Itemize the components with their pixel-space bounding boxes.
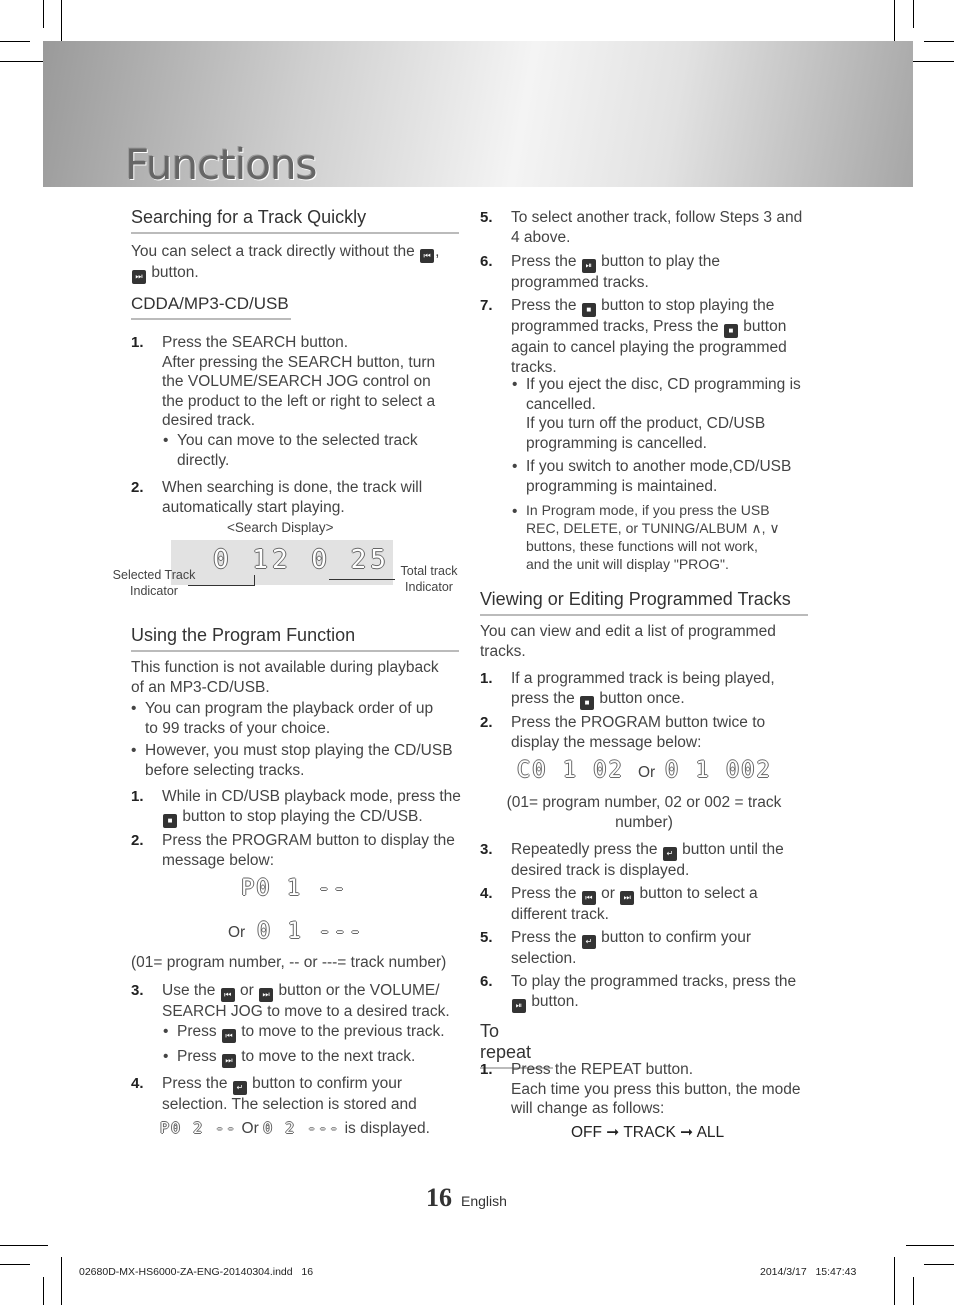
indicator-line: [188, 585, 254, 586]
text: Press the: [511, 297, 577, 314]
line: REC, DELETE, or TUNING/ALBUM ∧, ∨: [526, 520, 780, 536]
step-text: [162, 831, 462, 870]
text: or: [601, 885, 615, 902]
crop-mark: [0, 61, 48, 62]
line: selection. The selection is stored and: [162, 1096, 417, 1113]
line: (01= program number, 02 or 002 = track: [506, 794, 782, 811]
bullet-text: [177, 1047, 467, 1068]
step-number: 1.: [131, 788, 144, 805]
bullet: •: [163, 1023, 169, 1040]
text: Press the: [511, 253, 577, 270]
play-pause-icon: ⏯: [512, 999, 526, 1013]
line: SEARCH JOG to move to a desired track.: [162, 1003, 450, 1020]
line: number): [615, 813, 673, 831]
section-title-search: Searching for a Track Quickly: [131, 207, 459, 234]
display-caption: <Search Display>: [227, 520, 334, 535]
line: button to stop playing the CD/USB.: [182, 807, 423, 825]
line: To play the programmed tracks, press the: [511, 973, 797, 990]
text: Repeatedly press the: [511, 841, 658, 858]
line: You can view and edit a list of programmed: [480, 623, 776, 640]
text: button once.: [599, 689, 685, 707]
line: the VOLUME/SEARCH JOG control on: [162, 373, 431, 390]
page-number: 16: [426, 1183, 452, 1212]
next-icon: ⏭: [222, 1054, 236, 1068]
crop-mark: [0, 1245, 48, 1246]
step-text: [511, 1060, 821, 1119]
next-icon: ⏭: [132, 270, 146, 284]
indicator-line: [329, 579, 395, 580]
line: However, you must stop playing the CD/USB: [145, 742, 453, 759]
line: Indicator: [130, 584, 178, 598]
step-text: [511, 252, 821, 293]
bullet: •: [512, 376, 518, 393]
step-number: 2.: [131, 832, 144, 849]
line: While in CD/USB playback mode, press the: [162, 788, 461, 805]
enter-icon: ↵: [663, 847, 677, 861]
line: Total track: [400, 564, 458, 578]
enter-icon: ↵: [582, 935, 596, 949]
print-timestamp: 2014/3/17 15:47:43: [760, 1266, 857, 1278]
stop-icon: ■: [163, 814, 177, 828]
lcd-message: 0 1 ---: [257, 919, 364, 944]
text: Press the: [511, 929, 577, 946]
enter-icon: ↵: [233, 1081, 247, 1095]
stop-icon: ■: [582, 303, 596, 317]
line: When searching is done, the track will: [162, 479, 423, 496]
section-title-program: Using the Program Function: [131, 625, 459, 652]
bullet-text: [526, 457, 821, 496]
repeat-modes: OFF ➞ TRACK ➞ ALL: [571, 1124, 725, 1141]
stop-icon: ■: [580, 696, 594, 710]
crop-mark: [0, 1264, 30, 1265]
text: You can select a track directly without the: [131, 243, 415, 260]
crop-mark: [924, 41, 954, 42]
step-text: [162, 478, 462, 517]
crop-mark: [0, 41, 30, 42]
line: before selecting tracks.: [145, 761, 305, 779]
lcd-message: P0 2 --: [160, 1119, 238, 1137]
line: If a programmed track is being played,: [511, 670, 775, 687]
text: button.: [151, 264, 199, 281]
text: Press the: [162, 1075, 228, 1092]
crop-mark: [924, 1264, 954, 1265]
step-text: [511, 928, 821, 969]
line: to 99 tracks of your choice.: [145, 719, 331, 737]
line: Press the PROGRAM button twice to: [511, 714, 766, 731]
step-text: [162, 981, 472, 1022]
step-number: 3.: [131, 982, 144, 999]
text: button.: [531, 992, 579, 1010]
total-track-label: [394, 563, 464, 595]
crop-mark: [913, 1277, 914, 1305]
bullet: •: [163, 1048, 169, 1065]
note: [480, 793, 808, 832]
page-title: Functions: [125, 140, 317, 189]
step-text: [511, 840, 821, 881]
text: is displayed.: [344, 1120, 430, 1137]
line: programming is maintained.: [526, 477, 718, 495]
line: desired track is displayed.: [511, 862, 690, 879]
selected-track-label: [112, 567, 196, 599]
text: button or the VOLUME/: [278, 982, 440, 999]
text: button to confirm your: [252, 1075, 403, 1092]
line: again to cancel playing the programmed: [511, 339, 787, 356]
step-text: [511, 884, 821, 925]
line: If you eject the disc, CD programming is: [526, 376, 801, 393]
step-number: 7.: [480, 297, 493, 314]
crop-mark: [906, 1245, 954, 1246]
line: After pressing the SEARCH button, turn: [162, 353, 436, 371]
line: You can move to the selected track: [177, 432, 418, 449]
or-label: Or: [241, 1120, 259, 1137]
line: automatically start playing.: [162, 498, 345, 516]
bullet: •: [512, 458, 518, 475]
text: programmed tracks, Press the: [511, 318, 719, 335]
text: button until the: [682, 841, 784, 858]
bullet-text: [177, 431, 467, 470]
next-icon: ⏭: [259, 988, 273, 1002]
bullet-text: [526, 375, 821, 453]
line: different track.: [511, 906, 609, 923]
step-text: [511, 972, 821, 1013]
line: tracks.: [480, 642, 526, 660]
step-text: [162, 1074, 462, 1115]
text: Press: [177, 1048, 217, 1065]
text: button to stop playing the: [601, 297, 775, 314]
step-text: [162, 787, 462, 828]
section-title-repeat: To repeat: [480, 1021, 553, 1069]
lcd-message: 0 2 ---: [263, 1119, 341, 1137]
stop-icon: ■: [724, 324, 738, 338]
step-number: 5.: [480, 929, 493, 946]
note: (01= program number, -- or ---= track number): [131, 954, 447, 971]
line: In Program mode, if you press the USB: [526, 502, 770, 518]
line: of an MP3-CD/USB.: [131, 678, 270, 696]
bullet: •: [512, 503, 518, 520]
search-display-text: 0 12 0 25: [213, 545, 390, 575]
line: Selected Track: [112, 568, 196, 582]
paragraph: [131, 658, 461, 697]
line: If you switch to another mode,CD/USB: [526, 458, 792, 475]
text: button to select a: [639, 885, 758, 902]
line: programmed tracks.: [511, 274, 649, 291]
step-number: 4.: [480, 885, 493, 902]
line: desired track.: [162, 412, 256, 429]
line: Press the REPEAT button.: [511, 1061, 694, 1078]
previous-icon: ⏮: [420, 249, 434, 263]
step-number: 1.: [480, 670, 493, 687]
bullet-text: [145, 741, 465, 780]
previous-icon: ⏮: [222, 1029, 236, 1043]
crop-mark: [913, 0, 914, 28]
play-pause-icon: ⏯: [582, 259, 596, 273]
previous-icon: ⏮: [582, 891, 596, 905]
crop-mark: [894, 1257, 895, 1305]
step-number: 6.: [480, 253, 493, 270]
bullet: •: [163, 432, 169, 449]
line: tracks.: [511, 358, 557, 376]
line: This function is not available during playback: [131, 659, 439, 676]
indicator-line: [254, 575, 255, 586]
line: buttons, these functions will not work,: [526, 538, 758, 554]
line: You can program the playback order of up: [145, 700, 434, 717]
text: press the: [511, 689, 575, 707]
paragraph: [480, 622, 810, 661]
file-name: 02680D-MX-HS6000-ZA-ENG-20140304.indd 16: [79, 1266, 314, 1278]
step-number: 2.: [131, 479, 144, 496]
bullet: •: [131, 700, 137, 717]
stored-message: [160, 1119, 470, 1139]
section-title-view-edit: Viewing or Editing Programmed Tracks: [480, 589, 808, 616]
next-icon: ⏭: [620, 891, 634, 905]
line: the product to the left or right to select a: [162, 392, 436, 410]
text: button: [743, 318, 787, 335]
text: to move to the next track.: [241, 1048, 416, 1065]
line: cancelled.: [526, 395, 596, 413]
or-label: Or: [228, 924, 246, 941]
line: Press the SEARCH button.: [162, 334, 349, 351]
text: Press: [177, 1023, 217, 1040]
or-label: Or: [638, 764, 656, 781]
step-number: 1.: [131, 334, 144, 351]
line: message below:: [162, 851, 275, 869]
step-text: [511, 713, 821, 752]
crop-mark: [43, 1277, 44, 1305]
text: button to play the: [601, 253, 721, 270]
text: Use the: [162, 982, 216, 999]
line: directly.: [177, 451, 230, 469]
step-number: 2.: [480, 714, 493, 731]
crop-mark: [43, 0, 44, 28]
step-text: [162, 333, 462, 431]
text: Press the: [511, 885, 577, 902]
page-language: English: [461, 1193, 507, 1209]
line: Each time you press this button, the mode: [511, 1080, 801, 1098]
crop-mark: [61, 1257, 62, 1305]
step-text: [511, 669, 821, 710]
lcd-message: C0 1 02: [517, 758, 624, 783]
line: display the message below:: [511, 733, 702, 751]
step-number: 1.: [480, 1061, 493, 1078]
step-number: 4.: [131, 1075, 144, 1092]
text: button to confirm your: [601, 929, 752, 946]
line: Press the PROGRAM button to display the: [162, 832, 455, 849]
line: and the unit will display "PROG".: [526, 556, 729, 572]
step-number: 5.: [480, 209, 493, 226]
bullet-text: [145, 699, 465, 738]
lcd-message: P0 1 --: [241, 876, 348, 901]
text: or: [240, 982, 254, 999]
subsection-title-cdda: CDDA/MP3-CD/USB: [131, 294, 291, 320]
step-number: 3.: [480, 841, 493, 858]
paragraph: You can select a track directly without the ⏮ , ⏭ button.: [131, 242, 461, 284]
step-number: 6.: [480, 973, 493, 990]
text: to move to the previous track.: [241, 1023, 445, 1040]
crop-mark: [906, 61, 954, 62]
step-text: [511, 208, 821, 247]
lcd-message: 0 1 002: [665, 758, 772, 783]
bullet-text: [177, 1022, 467, 1043]
line: programming is cancelled.: [526, 434, 707, 452]
line: If you turn off the product, CD/USB: [526, 415, 766, 432]
bullet: •: [131, 742, 137, 759]
line: 4 above.: [511, 228, 571, 246]
line: Indicator: [405, 580, 453, 594]
line: will change as follows:: [511, 1100, 665, 1117]
line: selection.: [511, 950, 577, 967]
bullet-text: [526, 501, 821, 573]
line: To select another track, follow Steps 3 and: [511, 209, 803, 226]
step-text: [511, 296, 821, 377]
previous-icon: ⏮: [221, 988, 235, 1002]
